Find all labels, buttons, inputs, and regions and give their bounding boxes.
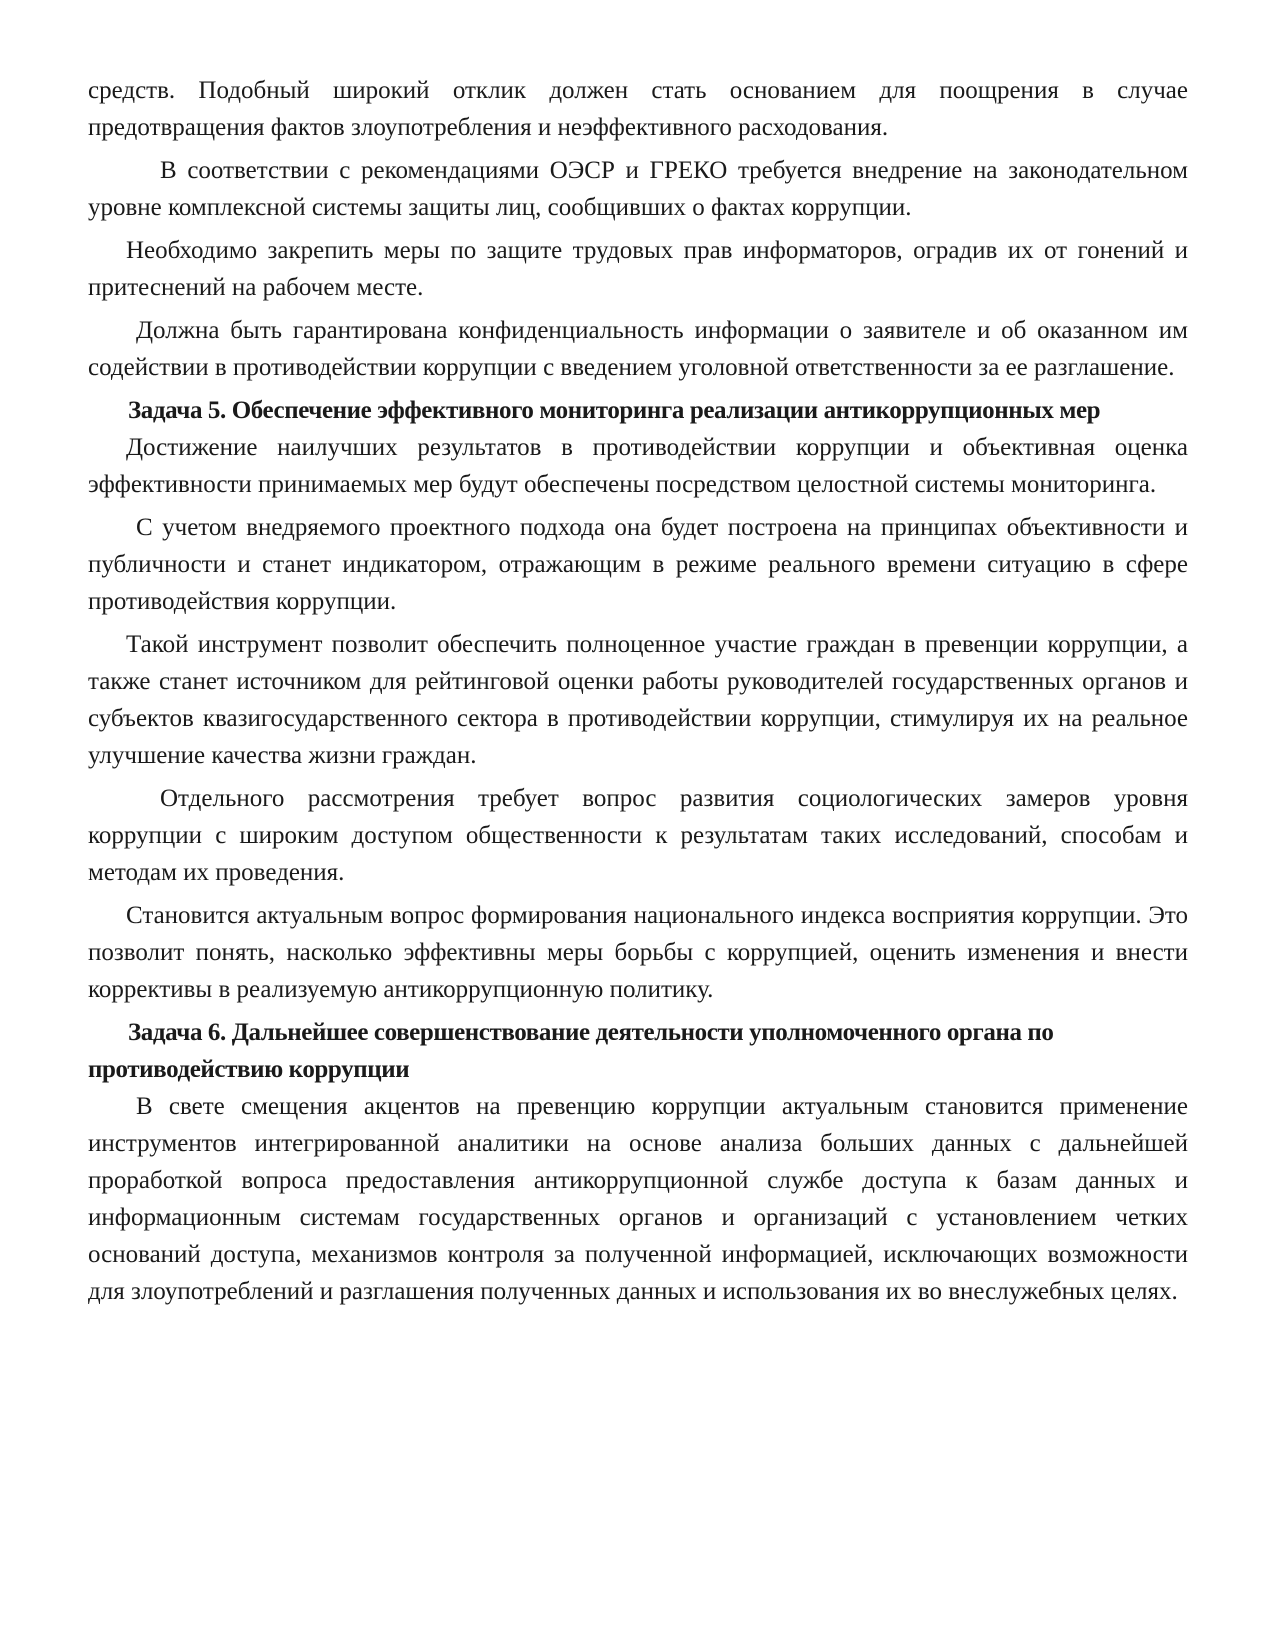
- paragraph-1: средств. Подобный широкий отклик должен стать основанием для поощрения в случае предотвращения фактов злоупотребления и неэффективного расходования.: [88, 77, 1188, 141]
- paragraph-4: Должна быть гарантирована конфиденциальность информации о заявителе и об оказанном им содействии в противодействии коррупции с введением уголовной ответственности за ее разглашение.: [88, 317, 1188, 381]
- heading-task-5: Задача 5. Обеспечение эффективного мониторинга реализации антикоррупционных мер: [128, 397, 1101, 424]
- heading-task-6: Задача 6. Дальнейшее совершенствование деятельности уполномоченного органа по противодействию коррупции: [88, 1019, 1054, 1083]
- paragraph-8: Отдельного рассмотрения требует вопрос развития социологических замеров уровня коррупции с широким доступом общественности к результатам таких исследований, способам и методам их проведения.: [88, 785, 1188, 886]
- paragraph-2: В соответствии с рекомендациями ОЭСР и ГРЕКО требуется внедрение на законодательном уровне комплексной системы защиты лиц, сообщивших о фактах коррупции.: [88, 157, 1188, 221]
- paragraph-9: Становится актуальным вопрос формирования национального индекса восприятия коррупции. Это позволит понять, насколько эффективны меры борьбы с коррупцией, оценить изменения и внести коррективы в реализуемую антикоррупционную политику.: [88, 902, 1188, 1003]
- paragraph-7: Такой инструмент позволит обеспечить полноценное участие граждан в превенции коррупции, а также станет источником для рейтинговой оценки работы руководителей государственных органов и субъектов квазигосударственного сектора в противодействии коррупции, стимулируя их на реальное улучшение качества жизни граждан.: [88, 631, 1188, 769]
- paragraph-10: В свете смещения акцентов на превенцию коррупции актуальным становится применение инструментов интегрированной аналитики на основе анализа больших данных с дальнейшей проработкой вопроса предоставления антикоррупционной службе доступа к базам данных и информационным системам государственных органов и организаций с установлением четких оснований доступа, механизмов контроля за полученной информацией, исключающих возможности для злоупотреблений и разглашения полученных данных и использования их во внеслужебных целях.: [88, 1093, 1188, 1305]
- paragraph-6: С учетом внедряемого проектного подхода она будет построена на принципах объективности и публичности и станет индикатором, отражающим в режиме реального времени ситуацию в сфере противодействия коррупции.: [88, 514, 1188, 615]
- paragraph-5: Достижение наилучших результатов в противодействии коррупции и объективная оценка эффективности принимаемых мер будут обеспечены посредством целостной системы мониторинга.: [88, 434, 1188, 498]
- document-page: [88, 72, 1188, 1310]
- paragraph-3: Необходимо закрепить меры по защите трудовых прав информаторов, оградив их от гонений и притеснений на рабочем месте.: [88, 237, 1188, 301]
